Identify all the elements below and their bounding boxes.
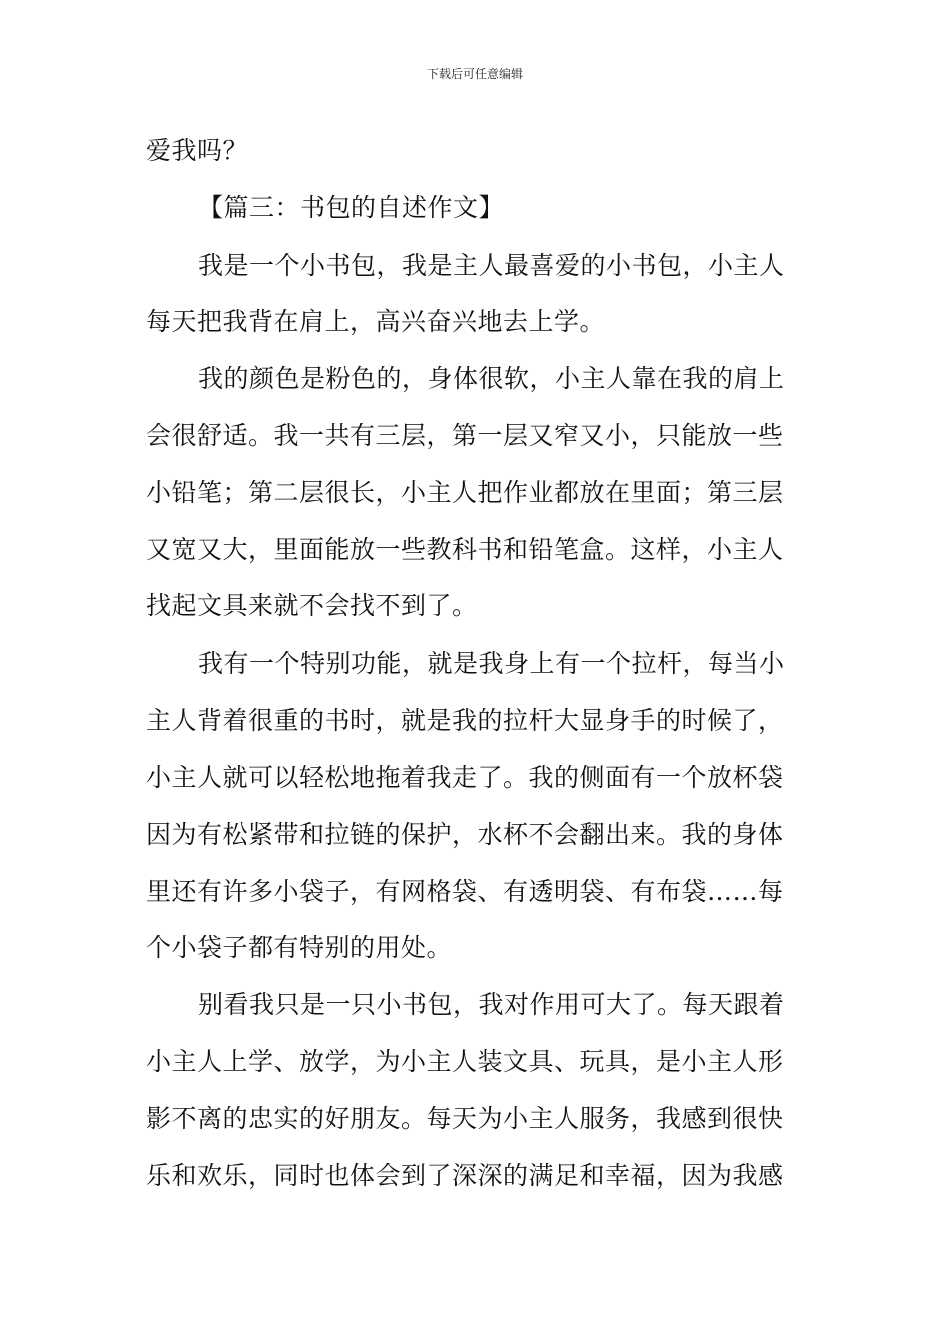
text-line: 小主人上学、放学，为小主人装文具、玩具，是小主人形 — [146, 1047, 784, 1076]
text-line: 里还有许多小袋子，有网格袋、有透明袋、有布袋……每 — [146, 877, 784, 906]
text-line: 每天把我背在肩上，高兴奋兴地去上学。 — [146, 307, 606, 336]
text-line: 影不离的忠实的好朋友。每天为小主人服务，我感到很快 — [146, 1104, 784, 1133]
text-line: 又宽又大，里面能放一些教科书和铅笔盒。这样，小主人 — [146, 535, 784, 564]
text-line: 爱我吗？ — [146, 136, 249, 165]
text-line: 个小袋子都有特别的用处。 — [146, 933, 453, 962]
text-line: 我有一个特别功能，就是我身上有一个拉杆，每当小 — [198, 649, 785, 678]
text-line: 主人背着很重的书时，就是我的拉杆大显身手的时候了， — [146, 706, 784, 735]
text-line: 因为有松紧带和拉链的保护，水杯不会翻出来。我的身体 — [146, 820, 784, 849]
text-line: 小主人就可以轻松地拖着我走了。我的侧面有一个放杯袋 — [146, 763, 784, 792]
text-line: 找起文具来就不会找不到了。 — [146, 591, 478, 620]
page-header: 下载后可任意编辑 — [426, 67, 523, 81]
text-line: 我是一个小书包，我是主人最喜爱的小书包，小主人 — [198, 251, 785, 280]
text-line: 小铅笔；第二层很长，小主人把作业都放在里面；第三层 — [146, 478, 784, 507]
text-line: 乐和欢乐，同时也体会到了深深的满足和幸福，因为我感 — [146, 1161, 784, 1190]
text-line: 我的颜色是粉色的，身体很软，小主人靠在我的肩上 — [198, 364, 785, 393]
text-line: 会很舒适。我一共有三层，第一层又窄又小，只能放一些 — [146, 421, 784, 450]
text-line: 别看我只是一只小书包，我对作用可大了。每天跟着 — [198, 990, 785, 1019]
section-title: 【篇三：书包的自述作文】 — [198, 193, 505, 222]
